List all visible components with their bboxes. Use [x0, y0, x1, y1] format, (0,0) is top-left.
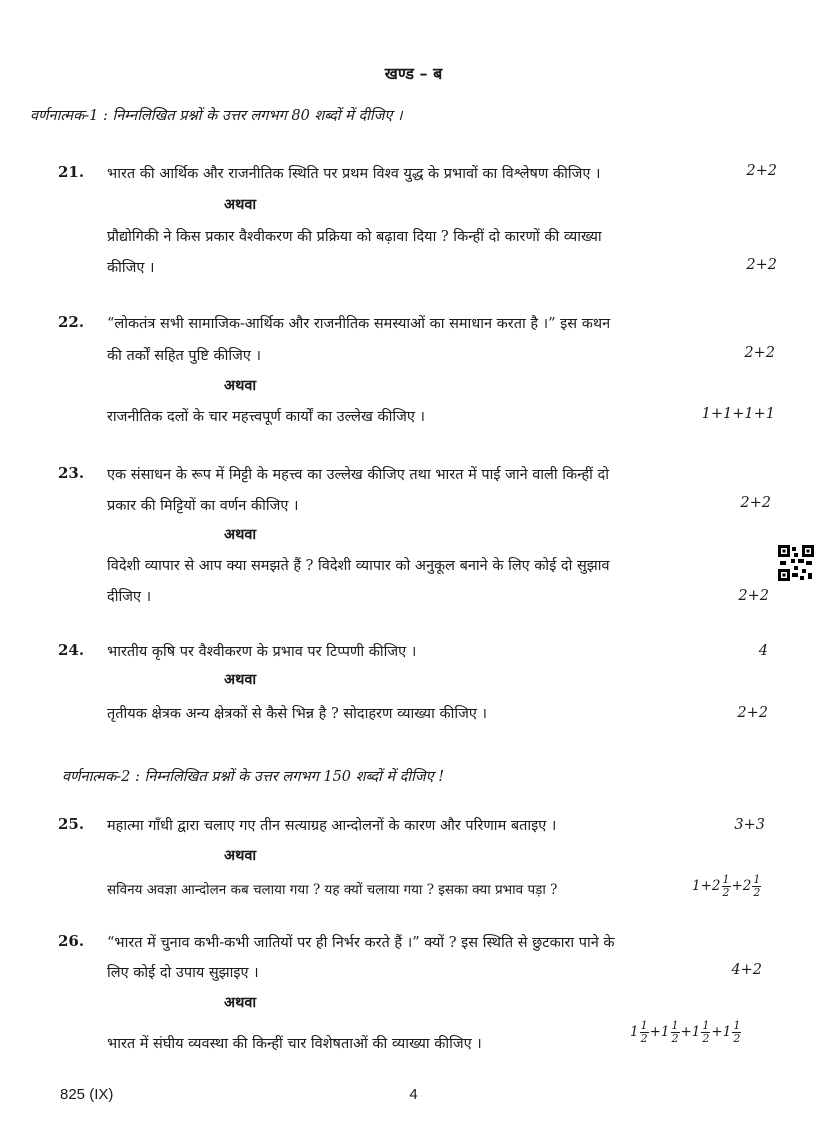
- page-number: 4: [409, 1086, 418, 1103]
- question-number: 24.: [58, 641, 85, 659]
- question-text: विदेशी व्यापार से आप क्या समझते हैं ? विदेशी व्यापार को अनुकूल बनाने के लिए कोई दो सुझाव: [107, 558, 610, 574]
- question-text: “भारत में चुनाव कभी-कभी जातियों पर ही निर्भर करते हैं ।” क्यों ? इस स्थिति से छुटकारा पाने के: [107, 935, 615, 951]
- question-text: तृतीयक क्षेत्रक अन्य क्षेत्रकों से कैसे भिन्न है ? सोदाहरण व्याख्या कीजिए ।: [107, 706, 487, 722]
- marks: 2+2: [737, 705, 768, 721]
- part2-instruction: [62, 766, 444, 786]
- question-number: 22.: [58, 313, 85, 331]
- or-label: अथवा: [224, 847, 257, 864]
- question-text: भारत में संघीय व्यवस्था की किन्हीं चार विशेषताओं की व्याख्या कीजिए ।: [107, 1036, 482, 1052]
- marks: 3+3: [734, 817, 765, 833]
- marks: 4+2: [731, 962, 762, 978]
- marks: 4: [758, 643, 768, 659]
- qr-code: [778, 545, 814, 581]
- question-number: 26.: [58, 932, 85, 950]
- part1-text: निम्नलिखित प्रश्नों के उत्तर लगभग 80 शब्दों में दीजिए ।: [112, 108, 403, 124]
- or-label: अथवा: [224, 526, 257, 543]
- part2-text: निम्नलिखित प्रश्नों के उत्तर लगभग 150 शब्दों में दीजिए !: [144, 769, 445, 785]
- question-text: एक संसाधन के रूप में मिट्टी के महत्त्व का उल्लेख कीजिए तथा भारत में पाई जाने वाली किन्हीं दो: [107, 467, 609, 483]
- marks: 2+2: [740, 495, 771, 511]
- marks: 2+2: [744, 345, 775, 361]
- part1-instruction: [30, 105, 403, 125]
- question-text: महात्मा गाँधी द्वारा चलाए गए तीन सत्याग्रह आन्दोलनों के कारण और परिणाम बताइए ।: [107, 818, 557, 834]
- marks: 1+1+1+1: [701, 406, 775, 422]
- marks-fractional: 1 $\frac{1}{2}$ +1 $\frac{1}{2}$ +1 $\frac{1}{2}$ +1 $\frac{1}{2}$: [630, 1019, 741, 1045]
- question-number: 23.: [58, 464, 85, 482]
- or-label: अथवा: [224, 196, 257, 213]
- marks-fractional: 1+2 $\frac{1}{2}$ +2 $\frac{1}{2}$: [692, 873, 761, 899]
- question-text: प्रकार की मिट्टियों का वर्णन कीजिए ।: [107, 498, 299, 514]
- or-label: अथवा: [224, 994, 257, 1011]
- question-text: सविनय अवज्ञा आन्दोलन कब चलाया गया ? यह क्यों चलाया गया ? इसका क्या प्रभाव पड़ा ?: [107, 882, 558, 898]
- question-text: प्रौद्योगिकी ने किस प्रकार वैश्वीकरण की प्रक्रिया को बढ़ावा दिया ? किन्हीं दो कारणों की व्याख्या: [107, 229, 602, 245]
- section-title: खण्ड – ब: [384, 64, 443, 83]
- part2-label: वर्णनात्मक-2 :: [62, 769, 140, 785]
- or-label: अथवा: [224, 671, 257, 688]
- question-number: 25.: [58, 815, 85, 833]
- question-text: भारत की आर्थिक और राजनीतिक स्थिति पर प्रथम विश्व युद्ध के प्रभावों का विश्लेषण कीजिए ।: [107, 166, 601, 182]
- question-text: लिए कोई दो उपाय सुझाइए ।: [107, 965, 259, 981]
- question-text: “लोकतंत्र सभी सामाजिक-आर्थिक और राजनीतिक समस्याओं का समाधान करता है ।” इस कथन: [107, 316, 611, 332]
- question-number: 21.: [58, 163, 85, 181]
- question-text: राजनीतिक दलों के चार महत्त्वपूर्ण कार्यों का उल्लेख कीजिए ।: [107, 409, 425, 425]
- marks: 2+2: [746, 257, 777, 273]
- marks: 2+2: [738, 588, 769, 604]
- question-text: दीजिए ।: [107, 589, 152, 605]
- or-label: अथवा: [224, 377, 257, 394]
- question-text: भारतीय कृषि पर वैश्वीकरण के प्रभाव पर टिप्पणी कीजिए ।: [107, 644, 417, 660]
- question-text: की तर्कों सहित पुष्टि कीजिए ।: [107, 348, 261, 364]
- paper-code: 825 (IX): [60, 1086, 114, 1103]
- question-text: कीजिए ।: [107, 260, 155, 276]
- marks: 2+2: [746, 163, 777, 179]
- part1-label: वर्णनात्मक-1 :: [30, 108, 108, 124]
